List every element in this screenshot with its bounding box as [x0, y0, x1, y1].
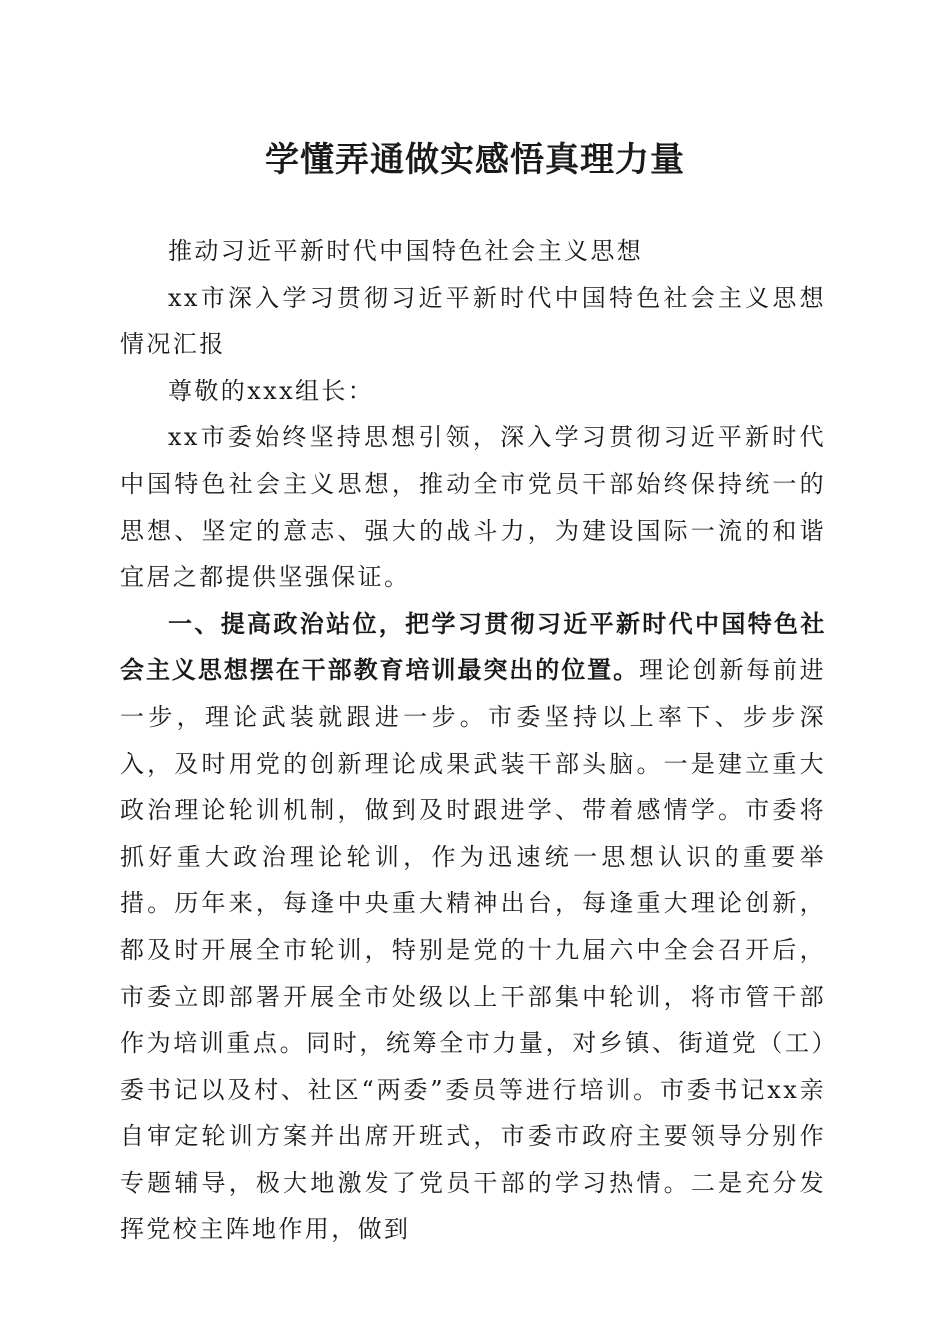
document-title: 学懂弄通做实感悟真理力量: [265, 140, 685, 180]
section-1-heading: 一、提高政治站位，把学习贯彻习近平新时代中国特色社会主义思想摆在干部教育培训最突出的位置。: [120, 609, 826, 685]
document-body: [120, 228, 826, 1253]
subtitle-line-1: 推动习近平新时代中国特色社会主义思想: [168, 237, 644, 265]
salutation: 尊敬的xxx组长：: [168, 376, 375, 405]
subtitle-line-2: xx市深入学习贯彻习近平新时代中国特色社会主义思想情况汇报: [120, 283, 826, 359]
section-1-body: 理论创新每前进一步，理论武装就跟进一步。市委坚持以上率下、步步深入，及时用党的创新理论成果武装干部头脑。一是建立重大政治理论轮训机制，做到及时跟进学、带着感情学。市委将抓好重大政治理论轮训，作为迅速统一思想认识的重要举措。历年来，每逢中央重大精神出台，每逢重大理论创新，都及时开展全市轮训，特别是党的十九届六中全会召开后，市委立即部署开展全市处级以上干部集中轮训，将市管干部作为培训重点。同时，统筹全市力量，对乡镇、街道党（工）委书记以及村、社区“两委”委员等进行培训。市委书记xx亲自审定轮训方案并出席开班式，市委市政府主要领导分别作专题辅导，极大地激发了党员干部的学习热情。二是充分发挥党校主阵地作用，做到: [120, 656, 826, 1244]
section-1-paragraph: [120, 601, 826, 1253]
intro-paragraph: xx市委始终坚持思想引领，深入学习贯彻习近平新时代中国特色社会主义思想，推动全市党员干部始终保持统一的思想、坚定的意志、强大的战斗力，为建设国际一流的和谐宜居之都提供坚强保证。: [120, 423, 826, 592]
